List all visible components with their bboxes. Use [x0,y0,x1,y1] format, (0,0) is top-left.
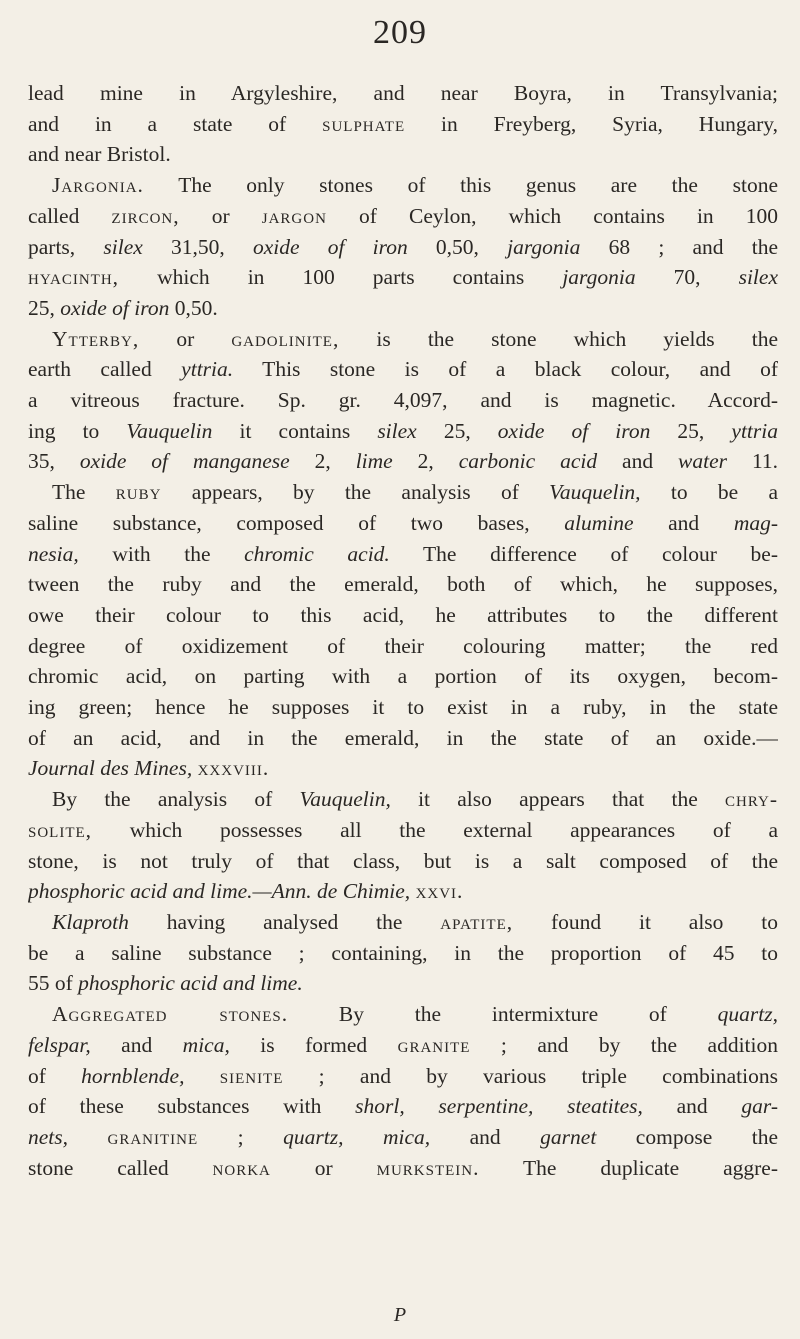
text-segment: called [28,203,112,228]
text-segment: norka [212,1155,271,1180]
text-segment: yttria. [181,357,234,382]
text-segment: phosphoric acid and lime.—Ann. de Chimie, [28,879,411,904]
text-segment: The duplicate aggre- [479,1155,778,1180]
text-line [28,938,778,969]
text-line [28,1153,778,1184]
text-segment: ; and by various triple combinations [283,1063,778,1088]
text-segment: chry- [724,787,778,812]
text-segment: jargonia [507,234,581,259]
text-segment: which in 100 parts contains [119,265,563,290]
text-segment: silex [377,418,417,443]
text-segment: Ytterby, [52,326,140,351]
text-segment: a vitreous fracture. Sp. gr. 4,097, and is magnetic. Accord- [28,388,778,413]
text-segment: 25, [416,418,498,443]
text-segment: Aggregated stones. [52,1002,289,1027]
text-line [28,78,778,109]
text-segment: ing to [28,418,127,443]
text-segment: phosphoric acid and lime. [78,971,303,996]
text-segment: it also appears that the [390,787,725,812]
text-segment: 0,50, [407,234,508,259]
text-line [28,661,778,692]
text-line [28,907,778,938]
text-segment: compose the [596,1124,778,1149]
text-segment: ruby [115,480,162,505]
text-segment: apatite, [440,909,514,934]
text-segment: 25, [650,418,732,443]
text-segment: sulphate [322,111,406,136]
text-line [28,1061,778,1092]
text-segment: The only stones of this genus are the stone [143,173,778,198]
text-line [28,999,778,1030]
text-segment: hyacinth, [28,265,120,290]
text-segment: or [139,326,232,351]
text-segment: tween the ruby and the emerald, both of which, he supposes, [28,572,778,597]
text-segment: and [633,510,734,535]
text-segment: 31,50, [142,234,253,259]
text-segment: murkstein. [376,1155,480,1180]
text-segment: alumine [564,510,634,535]
text-segment: and near Bristol. [28,142,171,167]
text-segment: By the intermixture of [288,1002,718,1027]
text-segment: oxide of iron [497,418,651,443]
text-line [28,139,778,170]
text-segment: The difference of colour be- [389,541,778,566]
text-line [28,600,778,631]
text-segment: parts, [28,234,104,259]
body-text [28,78,778,1183]
text-segment: of [28,1063,82,1088]
text-segment: to be a [640,480,778,505]
text-segment: solite, [28,817,93,842]
text-segment: garnet [540,1124,597,1149]
text-segment: owe their colour to this acid, he attributes to the different [28,602,778,627]
text-segment: yttria [731,418,778,443]
text-segment: 68 ; and the [580,234,778,259]
text-segment: found it also to [513,909,778,934]
text-segment: jargonia [562,265,636,290]
text-segment: granitine [107,1124,199,1149]
text-line [28,416,778,447]
text-line [28,1122,778,1153]
text-segment: of Ceylon, which contains in 100 [326,203,778,228]
text-segment: it contains [212,418,378,443]
text-segment: appears, by the analysis of [161,480,550,505]
text-line [28,232,778,263]
text-segment: This stone is of a black colour, and of [233,357,778,382]
text-line [28,876,778,907]
text-segment: oxide of iron [252,234,408,259]
text-segment: nets, [28,1124,69,1149]
text-segment: of these substances with [28,1094,356,1119]
text-segment [184,1064,219,1088]
text-segment: zircon, [111,203,180,228]
text-segment: By the analysis of [52,787,300,812]
text-segment: shorl, serpentine, steatites, [355,1094,643,1119]
text-segment: which possesses all the external appearances of a [92,817,778,842]
text-line [28,354,778,385]
page-number: 209 [373,14,427,51]
text-line [28,170,778,201]
text-line [28,723,778,754]
text-segment: silex [103,234,143,259]
text-segment: Jargonia. [52,173,144,198]
text-segment: Klaproth [52,909,129,934]
text-segment: felspar, [28,1032,91,1057]
text-segment: granite [397,1032,471,1057]
text-segment: 35, [28,449,80,474]
signature-mark: P [393,1304,407,1326]
text-line [28,201,778,232]
text-segment: be a saline substance ; containing, in the proportion of 45 to [28,940,778,965]
text-line [28,262,778,293]
text-segment: saline substance, composed of two bases, [28,510,565,535]
text-segment: in Freyberg, Syria, Hungary, [405,111,778,136]
text-segment: Vauquelin, [549,480,641,505]
text-segment: chromic acid. [244,541,390,566]
text-segment: chromic acid, on parting with a portion of its oxygen, becom- [28,664,778,689]
text-segment: xxvi. [415,879,464,904]
text-segment: mica, [182,1032,230,1057]
text-segment: Vauquelin, [299,787,391,812]
text-line [28,846,778,877]
text-segment: The [52,480,116,505]
text-segment: gadolinite, [231,326,340,351]
text-segment: 0,50. [169,295,218,320]
text-segment: quartz, mica, [283,1124,431,1149]
text-segment: ing green; hence he supposes it to exist in a ruby, in the state [28,695,778,720]
text-line [28,477,778,508]
text-line [28,631,778,662]
text-segment: silex [738,265,778,290]
text-line [28,815,778,846]
text-segment: degree of oxidizement of their colouring matter; the red [28,633,778,658]
text-segment: and in a state of [28,111,323,136]
text-segment: nesia, [28,541,79,566]
text-segment: lead mine in Argyleshire, and near Boyra, in Transylvania; [28,81,778,105]
text-segment: Journal des Mines, [28,756,193,781]
text-segment: carbonic acid [458,449,598,474]
text-segment: 70, [635,265,739,290]
text-segment: oxide of iron [60,295,170,320]
text-line [28,385,778,416]
text-segment: jargon [261,203,327,228]
text-segment: and [642,1094,742,1119]
text-segment: Vauquelin [126,418,213,443]
text-line [28,539,778,570]
text-line [28,968,778,999]
text-segment: is the stone which yields the [339,326,778,351]
text-segment: hornblende, [81,1063,185,1088]
text-segment: stone, is not truly of that class, but is a salt composed of the [28,848,778,873]
text-segment: and [430,1124,541,1149]
text-segment: mag- [733,510,778,535]
text-segment: 2, [392,449,459,474]
text-segment: 2, [289,449,356,474]
text-line [28,784,778,815]
text-segment: sienite [219,1063,284,1088]
text-segment: having analysed the [128,909,441,934]
text-segment: earth called [28,357,182,382]
text-segment: ; and by the addition [470,1032,778,1057]
text-segment: quartz, [717,1002,778,1027]
text-line [28,293,778,324]
text-segment: 55 of [28,971,79,996]
text-line [28,508,778,539]
text-segment: gar- [741,1094,778,1119]
text-segment: or [179,203,262,228]
text-segment: or [270,1155,377,1180]
text-line [28,692,778,723]
text-segment: and [597,449,679,474]
text-segment: ; [198,1124,284,1149]
text-segment: is formed [229,1032,398,1057]
text-segment: of an acid, and in the emerald, in the state of an oxide.— [28,725,778,750]
text-line [28,446,778,477]
text-segment: and [90,1032,183,1057]
text-line [28,324,778,355]
text-line [28,109,778,140]
text-segment [68,1125,108,1149]
text-segment: with the [78,541,245,566]
text-segment: xxxviii. [197,756,270,781]
text-segment: lime [355,449,393,474]
text-line [28,753,778,784]
text-segment: oxide of manganese [79,449,290,474]
text-segment: water [678,449,728,474]
text-line [28,569,778,600]
text-segment: stone called [28,1155,213,1180]
text-segment: 11. [727,449,778,474]
text-line [28,1030,778,1061]
text-line [28,1091,778,1122]
text-segment: 25, [28,295,61,320]
